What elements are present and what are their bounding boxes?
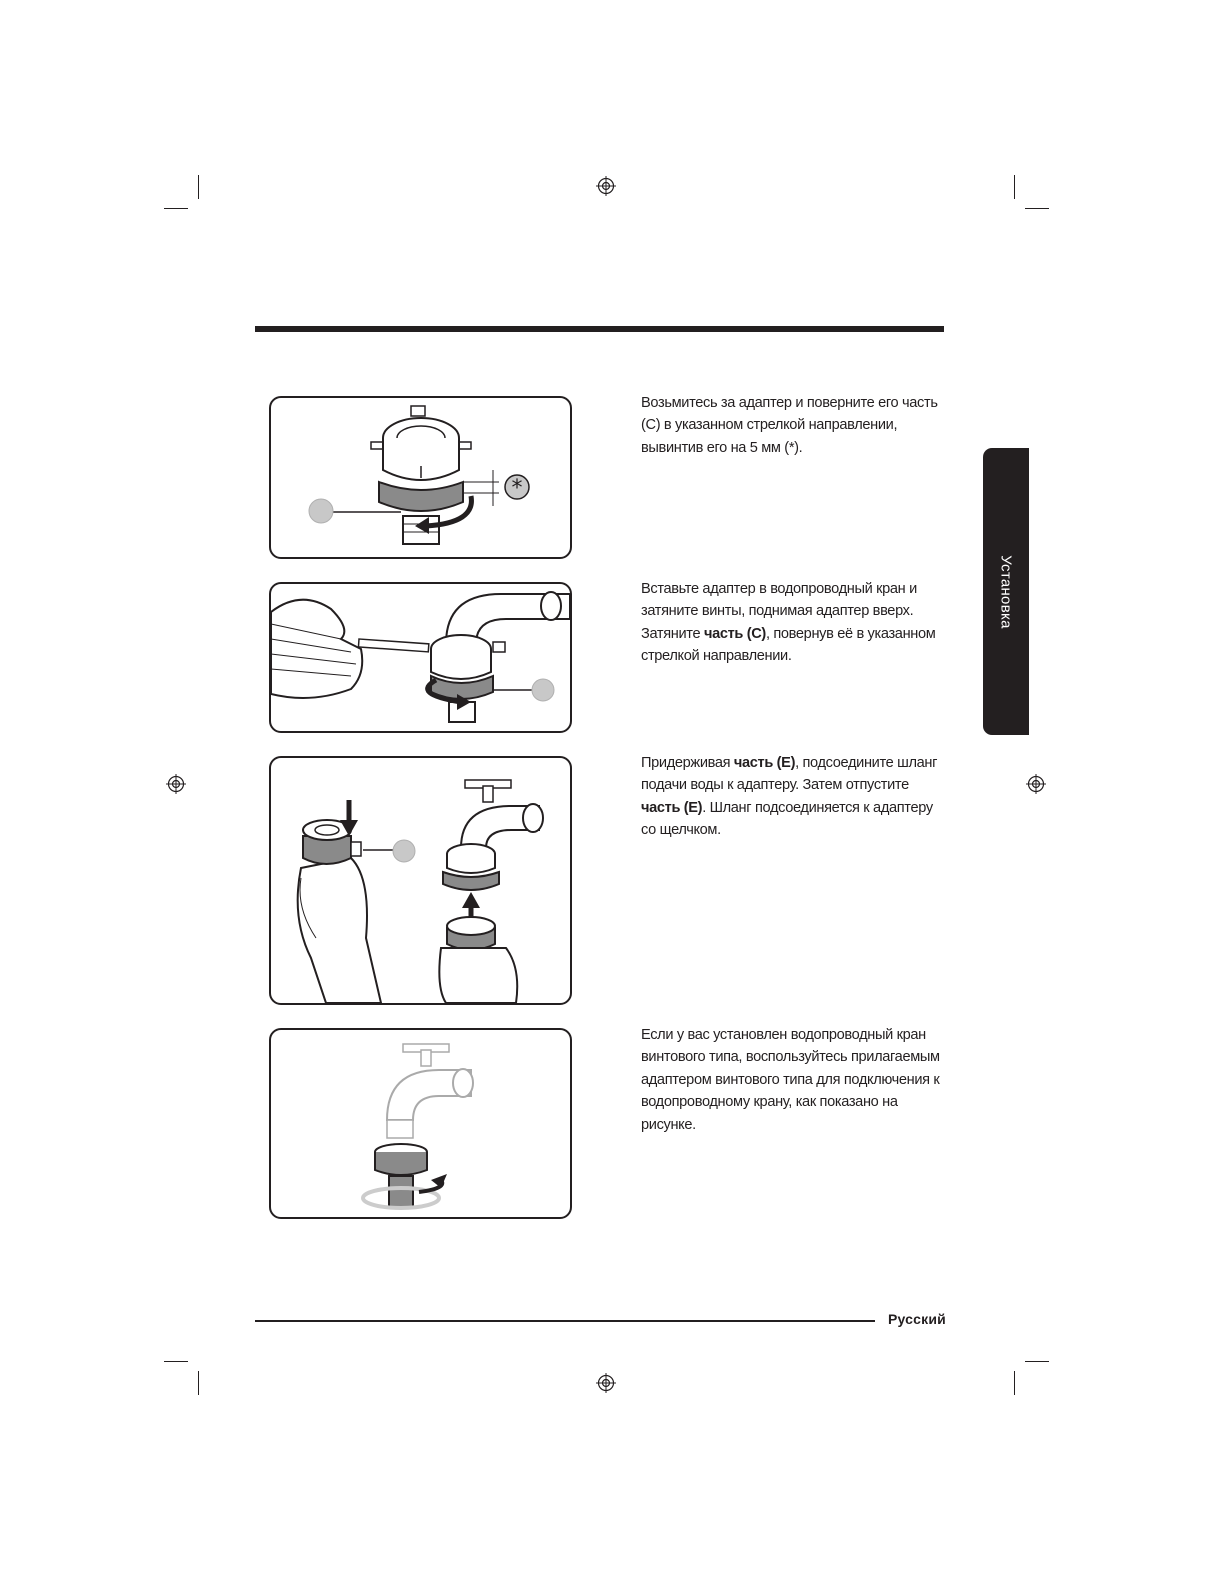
adapter-mount-illustration — [271, 584, 570, 731]
footer-rule — [255, 1320, 875, 1322]
step-3-text: Придерживая часть (E), подсоедините шланг подачи воды к адаптеру. Затем отпустите часть (E). Шланг подсоединяется к адаптеру со щелчком. — [641, 755, 938, 839]
language-label: Русский — [888, 1311, 946, 1327]
figure-step-4 — [269, 1028, 572, 1219]
step-1-text: Возьмитесь за адаптер и поверните его часть (C) в указанном стрелкой направлении, вывинтив его на 5 мм (*). — [641, 395, 938, 456]
crop-mark-icon — [164, 1361, 188, 1362]
screw-type-adapter-illustration — [271, 1030, 570, 1217]
header-rule — [255, 326, 944, 332]
registration-mark-icon — [166, 774, 186, 794]
registration-mark-icon — [596, 176, 616, 196]
registration-mark-icon — [596, 1373, 616, 1393]
section-tab-label: Установка — [997, 554, 1015, 629]
registration-mark-icon — [1026, 774, 1046, 794]
crop-mark-icon — [198, 175, 199, 199]
crop-mark-icon — [198, 1371, 199, 1395]
crop-mark-icon — [1014, 1371, 1015, 1395]
figure-step-2 — [269, 582, 572, 733]
step-4-text: Если у вас установлен водопроводный кран винтового типа, воспользуйтесь прилагаемым адаптером винтового типа для подключения к водопроводному крану, как показано на рисунке. — [641, 1027, 940, 1133]
svg-text:*: * — [511, 476, 523, 501]
crop-mark-icon — [1025, 1361, 1049, 1362]
hose-connect-illustration — [271, 758, 570, 1003]
figure-step-3 — [269, 756, 572, 1005]
figure-step-1 — [269, 396, 572, 559]
crop-mark-icon — [1014, 175, 1015, 199]
section-tab — [983, 448, 1029, 735]
step-2-text: Вставьте адаптер в водопроводный кран и затяните винты, поднимая адаптер вверх. Затяните часть (C), повернув её в указанном стрелкой направлении. — [641, 581, 936, 665]
crop-mark-icon — [1025, 208, 1049, 209]
crop-mark-icon — [164, 208, 188, 209]
adapter-unscrew-illustration — [271, 398, 570, 557]
